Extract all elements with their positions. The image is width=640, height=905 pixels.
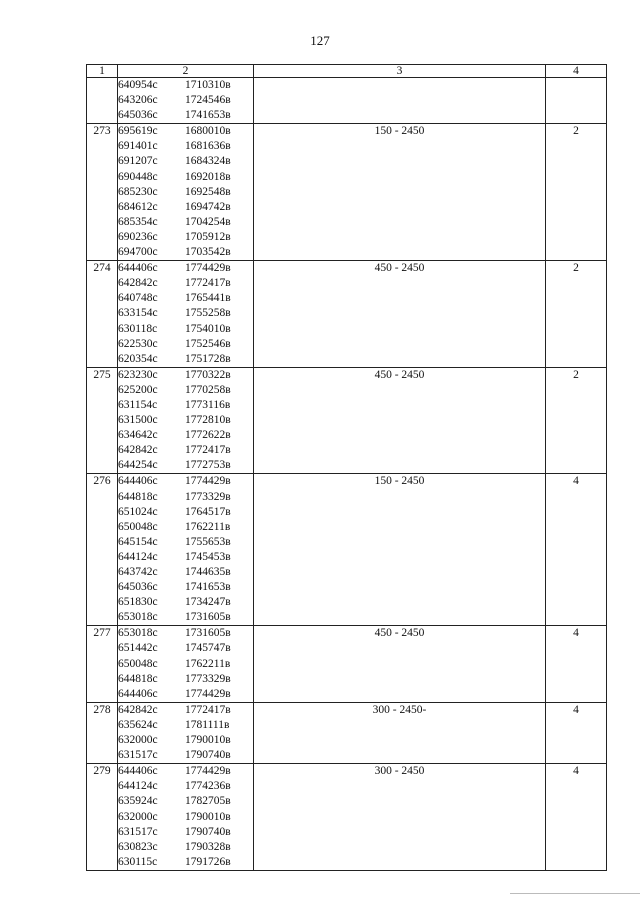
longitude-value: 1774429в	[185, 262, 231, 275]
longitude-value: 1764517в	[185, 505, 231, 518]
longitude-value: 1772417в	[185, 277, 231, 290]
coordinate-pair	[118, 124, 253, 139]
longitude-value: 1692548в	[185, 185, 231, 198]
row-number: 276	[87, 474, 118, 626]
coordinate-pair	[118, 810, 253, 825]
depth-range: 300 - 2450	[254, 764, 546, 871]
depth-range: 450 - 2450	[254, 367, 546, 474]
table-row	[87, 474, 607, 626]
category-value: 4	[546, 626, 607, 702]
longitude-value: 1751728в	[185, 352, 231, 365]
coordinates-cell	[118, 702, 254, 763]
coordinate-pair	[118, 154, 253, 169]
longitude-value: 1705912в	[185, 230, 231, 243]
latitude-value: 645036с	[118, 109, 158, 122]
latitude-value: 644406с	[118, 765, 158, 778]
coordinate-pair	[118, 245, 253, 260]
longitude-value: 1684324в	[185, 155, 231, 168]
coordinate-pair	[118, 565, 253, 580]
header-col-2: 2	[118, 65, 254, 78]
coordinate-pair	[118, 413, 253, 428]
longitude-value: 1745747в	[185, 642, 231, 655]
coordinate-pair	[118, 505, 253, 520]
coordinate-pair	[118, 718, 253, 733]
longitude-value: 1741653в	[185, 109, 231, 122]
longitude-value: 1774429в	[185, 475, 231, 488]
latitude-value: 635924с	[118, 795, 158, 808]
coordinate-pair	[118, 185, 253, 200]
coordinate-pair	[118, 764, 253, 779]
latitude-value: 690236с	[118, 230, 158, 243]
latitude-value: 691401с	[118, 140, 158, 153]
depth-range: 450 - 2450	[254, 261, 546, 368]
longitude-value: 1692018в	[185, 170, 231, 183]
coordinate-pair	[118, 170, 253, 185]
coordinate-pair	[118, 306, 253, 321]
longitude-value: 1681636в	[185, 140, 231, 153]
latitude-value: 650048с	[118, 520, 158, 533]
coordinates-cell	[118, 367, 254, 474]
coordinates-cell	[118, 261, 254, 368]
coordinate-pair	[118, 610, 253, 625]
coordinate-pair	[118, 108, 253, 123]
coordinates-cell	[118, 626, 254, 702]
row-number: 273	[87, 124, 118, 261]
latitude-value: 645036с	[118, 581, 158, 594]
latitude-value: 644124с	[118, 550, 158, 563]
coordinate-pair	[118, 458, 253, 473]
latitude-value: 630823с	[118, 840, 158, 853]
coordinates-cell	[118, 474, 254, 626]
latitude-value: 644254с	[118, 459, 158, 472]
coordinate-pair	[118, 626, 253, 641]
coordinate-pair	[118, 672, 253, 687]
longitude-value: 1694742в	[185, 200, 231, 213]
category-value: 2	[546, 367, 607, 474]
table-row	[87, 702, 607, 763]
latitude-value: 633154с	[118, 307, 158, 320]
latitude-value: 644406с	[118, 687, 158, 700]
coordinate-pair	[118, 825, 253, 840]
longitude-value: 1703542в	[185, 246, 231, 259]
latitude-value: 620354с	[118, 352, 158, 365]
longitude-value: 1752546в	[185, 337, 231, 350]
longitude-value: 1773329в	[185, 490, 231, 503]
latitude-value: 690448с	[118, 170, 158, 183]
coordinate-pair	[118, 490, 253, 505]
latitude-value: 635624с	[118, 718, 158, 731]
latitude-value: 650048с	[118, 657, 158, 670]
row-number: 279	[87, 764, 118, 871]
latitude-value: 644818с	[118, 490, 158, 503]
latitude-value: 644406с	[118, 262, 158, 275]
row-number: 275	[87, 367, 118, 474]
longitude-value: 1773329в	[185, 672, 231, 685]
longitude-value: 1734247в	[185, 596, 231, 609]
longitude-value: 1741653в	[185, 581, 231, 594]
coordinate-pair	[118, 794, 253, 809]
coordinates-cell	[118, 78, 254, 124]
coordinate-pair	[118, 687, 253, 702]
depth-range: 300 - 2450-	[254, 702, 546, 763]
coordinate-pair	[118, 337, 253, 352]
longitude-value: 1782705в	[185, 795, 231, 808]
table-row	[87, 261, 607, 368]
coordinate-pair	[118, 78, 253, 93]
longitude-value: 1755258в	[185, 307, 231, 320]
coordinate-pair	[118, 139, 253, 154]
coordinate-pair	[118, 733, 253, 748]
latitude-value: 644818с	[118, 672, 158, 685]
category-value: 4	[546, 702, 607, 763]
latitude-value: 632000с	[118, 734, 158, 747]
category-value: 4	[546, 764, 607, 871]
longitude-value: 1772417в	[185, 444, 231, 457]
coordinate-pair	[118, 580, 253, 595]
latitude-value: 631154с	[118, 398, 158, 411]
latitude-value: 694700с	[118, 246, 158, 259]
coordinate-pair	[118, 322, 253, 337]
latitude-value: 642842с	[118, 444, 158, 457]
longitude-value: 1790740в	[185, 749, 231, 762]
coordinate-pair	[118, 748, 253, 763]
coordinate-pair	[118, 703, 253, 718]
longitude-value: 1772622в	[185, 429, 231, 442]
latitude-value: 651024с	[118, 505, 158, 518]
latitude-value: 651442с	[118, 642, 158, 655]
coordinate-pair	[118, 443, 253, 458]
table-row	[87, 124, 607, 261]
latitude-value: 631517с	[118, 749, 158, 762]
row-number: 274	[87, 261, 118, 368]
coordinate-pair	[118, 215, 253, 230]
latitude-value: 642842с	[118, 703, 158, 716]
depth-range: 150 - 2450	[254, 124, 546, 261]
longitude-value: 1772417в	[185, 703, 231, 716]
table-row	[87, 78, 607, 124]
latitude-value: 642842с	[118, 277, 158, 290]
coordinate-pair	[118, 276, 253, 291]
longitude-value: 1755653в	[185, 535, 231, 548]
latitude-value: 695619с	[118, 125, 158, 138]
longitude-value: 1710310в	[185, 79, 231, 91]
latitude-value: 685230с	[118, 185, 158, 198]
coordinate-pair	[118, 641, 253, 656]
longitude-value: 1704254в	[185, 215, 231, 228]
longitude-value: 1762211в	[185, 657, 231, 670]
table-body	[87, 78, 607, 871]
longitude-value: 1790010в	[185, 734, 231, 747]
coordinate-pair	[118, 230, 253, 245]
longitude-value: 1774429в	[185, 765, 231, 778]
longitude-value: 1790740в	[185, 825, 231, 838]
longitude-value: 1790010в	[185, 810, 231, 823]
latitude-value: 644124с	[118, 780, 158, 793]
latitude-value: 645154с	[118, 535, 158, 548]
longitude-value: 1772810в	[185, 414, 231, 427]
coordinate-pair	[118, 383, 253, 398]
coordinates-cell	[118, 764, 254, 871]
coordinate-pair	[118, 779, 253, 794]
coordinate-pair	[118, 474, 253, 489]
category-value	[546, 78, 607, 124]
table-row	[87, 367, 607, 474]
coordinate-pair	[118, 200, 253, 215]
latitude-value: 651830с	[118, 596, 158, 609]
latitude-value: 643742с	[118, 566, 158, 578]
header-col-1: 1	[87, 65, 118, 78]
latitude-value: 622530с	[118, 337, 158, 350]
latitude-value: 640954с	[118, 79, 158, 91]
coordinates-table	[86, 64, 607, 871]
longitude-value: 1731605в	[185, 611, 231, 624]
longitude-value: 1762211в	[185, 520, 231, 533]
latitude-value: 630115с	[118, 855, 158, 868]
coordinate-pair	[118, 352, 253, 367]
table-header-row	[87, 65, 607, 78]
coordinate-pair	[118, 93, 253, 108]
longitude-value: 1774429в	[185, 687, 231, 700]
longitude-value: 1781111в	[185, 718, 230, 731]
latitude-value: 643206с	[118, 94, 158, 107]
latitude-value: 640748с	[118, 292, 158, 305]
header-col-4: 4	[546, 65, 607, 78]
depth-range	[254, 78, 546, 124]
longitude-value: 1770258в	[185, 383, 231, 396]
page-edge-line	[510, 893, 640, 894]
coordinates-cell	[118, 124, 254, 261]
latitude-value: 625200с	[118, 383, 158, 396]
latitude-value: 631517с	[118, 825, 158, 838]
longitude-value: 1680010в	[185, 125, 231, 138]
table-row	[87, 626, 607, 702]
table-row	[87, 764, 607, 871]
row-number	[87, 78, 118, 124]
coordinate-pair	[118, 428, 253, 443]
longitude-value: 1765441в	[185, 292, 231, 305]
latitude-value: 623230с	[118, 368, 158, 381]
latitude-value: 653018с	[118, 627, 158, 640]
page-number: 127	[310, 33, 330, 48]
category-value: 2	[546, 261, 607, 368]
longitude-value: 1772753в	[185, 459, 231, 472]
coordinate-pair	[118, 840, 253, 855]
latitude-value: 631500с	[118, 414, 158, 427]
coordinate-pair	[118, 550, 253, 565]
longitude-value: 1790328в	[185, 840, 231, 853]
header-col-3: 3	[254, 65, 546, 78]
depth-range: 450 - 2450	[254, 626, 546, 702]
longitude-value: 1745453в	[185, 550, 231, 563]
longitude-value: 1774236в	[185, 780, 231, 793]
longitude-value: 1754010в	[185, 322, 231, 335]
coordinate-pair	[118, 520, 253, 535]
latitude-value: 691207с	[118, 155, 158, 168]
coordinate-pair	[118, 261, 253, 276]
coordinate-pair	[118, 657, 253, 672]
latitude-value: 632000с	[118, 810, 158, 823]
coordinate-pair	[118, 535, 253, 550]
coordinate-pair	[118, 855, 253, 870]
longitude-value: 1773116в	[185, 398, 231, 411]
longitude-value: 1724546в	[185, 94, 231, 107]
coordinate-pair	[118, 398, 253, 413]
coordinate-pair	[118, 368, 253, 383]
latitude-value: 685354с	[118, 215, 158, 228]
row-number: 277	[87, 626, 118, 702]
longitude-value: 1770322в	[185, 368, 231, 381]
longitude-value: 1744635в	[185, 566, 231, 578]
latitude-value: 644406с	[118, 475, 158, 488]
category-value: 2	[546, 124, 607, 261]
category-value: 4	[546, 474, 607, 626]
row-number: 278	[87, 702, 118, 763]
longitude-value: 1791726в	[185, 855, 231, 868]
longitude-value: 1731605в	[185, 627, 231, 640]
latitude-value: 653018с	[118, 611, 158, 624]
depth-range: 150 - 2450	[254, 474, 546, 626]
coordinate-pair	[118, 595, 253, 610]
latitude-value: 634642с	[118, 429, 158, 442]
coordinate-pair	[118, 291, 253, 306]
latitude-value: 630118с	[118, 322, 158, 335]
latitude-value: 684612с	[118, 200, 158, 213]
